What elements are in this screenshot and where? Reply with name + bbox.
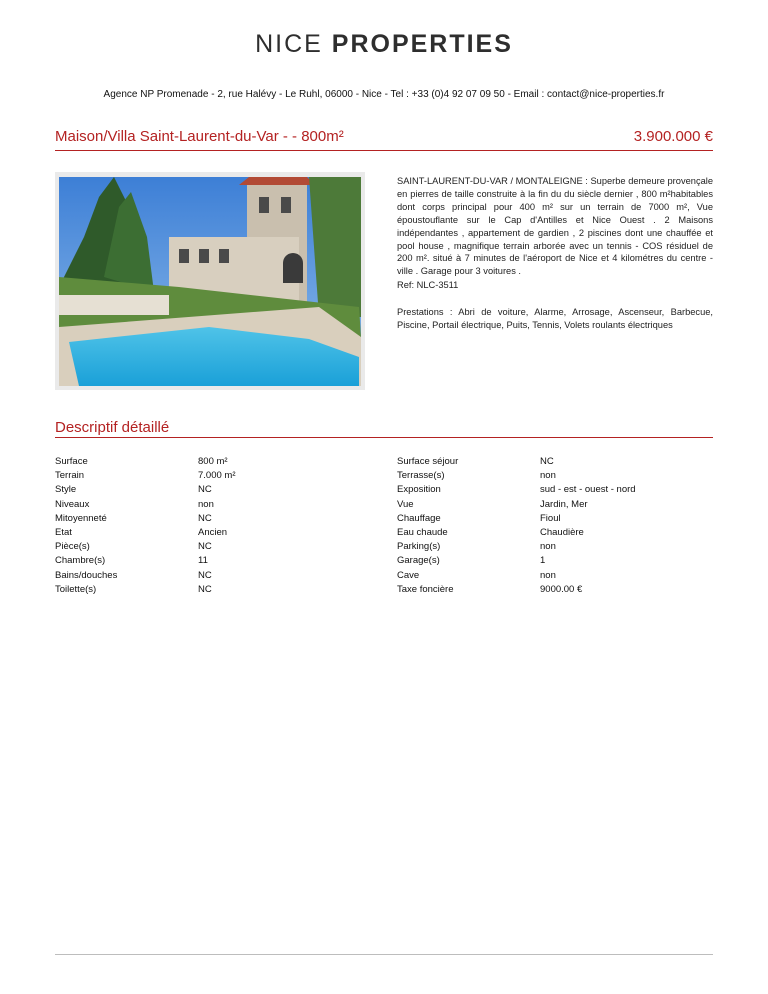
detail-row [397,526,713,540]
details-left-column [55,455,355,597]
detail-label: Terrain [55,470,85,482]
detail-label: Toilette(s) [55,583,97,595]
detail-label: Parking(s) [397,541,441,553]
detail-row [397,483,713,497]
detail-label: Style [55,484,77,496]
detail-row [55,526,355,540]
detail-label: Bains/douches [55,569,118,581]
footer-divider [55,954,713,955]
detail-value: non [540,470,556,482]
detail-row [55,569,355,583]
detail-label: Cave [397,569,420,581]
detail-value: Fioul [540,512,561,524]
detail-row [55,455,355,469]
detail-value: sud - est - ouest - nord [540,484,636,496]
detail-row [397,455,713,469]
detail-value: NC [198,569,212,581]
listing-prestations: Prestations : Abri de voiture, Alarme, Arrosage, Ascenseur, Barbecue, Piscine, Portail électrique, Puits, Tennis, Volets roulants électriques [397,307,713,330]
detail-label: Surface séjour [397,456,459,467]
detail-value: non [540,541,556,553]
detail-value: NC [198,484,212,496]
detail-label: Eau chaude [397,526,448,538]
detail-row [55,540,355,554]
detail-row [397,498,713,512]
detail-label: Chambre(s) [55,555,106,567]
detail-value: non [198,498,214,510]
detail-label: Exposition [397,484,441,496]
detail-row [55,498,355,512]
detail-value: 11 [198,555,208,567]
listing-reference: Ref: NLC-3511 [397,280,459,290]
detail-label: Vue [397,498,414,510]
detail-value: NC [198,541,212,553]
detail-row [397,583,713,597]
detail-value: NC [198,583,212,595]
detail-row [397,554,713,568]
detail-label: Terrasse(s) [397,470,445,482]
listing-price: 3.900.000 € [633,128,713,145]
detail-row [55,554,355,568]
detail-value: Chaudière [540,526,584,538]
detail-label: Etat [55,526,72,538]
detail-value: 1 [540,555,546,567]
detail-row [55,512,355,526]
agency-contact-line: Agence NP Promenade - 2, rue Halévy - Le Ruhl, 06000 - Nice - Tel : +33 (0)4 92 07 09 50 - Email : contact@nice-properties.fr [103,89,665,100]
details-section-title: Descriptif détaillé [55,419,170,436]
detail-value: NC [198,512,212,524]
listing-description: SAINT-LAURENT-DU-VAR / MONTALEIGNE : Superbe demeure provençale en pierres de taille construite à la fin du du siècle dernier , 800 m²habitables dont corps principal pour 400 m² sur un terrain de 7000 m², Vue époustouflante sur le Cap d'Antilles et Nice Ouest . 2 Maisons indépendantes , appartement de gardien , 2 piscines dont une chauffée et pool house , magnifique terrain arborée avec un tennis - COS résiduel de 200 m². situé à 7 minutes de l'aéroport de Nice et 4 kilométres du centre -ville . Garage pour 3 voitures . [397,176,713,277]
detail-row [55,469,355,483]
logo [0,30,768,59]
logo-part2: PROPERTIES [331,30,513,58]
detail-label: Garage(s) [397,555,440,567]
detail-row [397,540,713,554]
detail-row [397,512,713,526]
detail-value: Ancien [198,526,228,538]
listing-title: Maison/Villa Saint-Laurent-du-Var - - 800m² [55,128,344,145]
detail-value: 800 m² [198,456,228,467]
detail-label: Chauffage [397,512,441,524]
details-section-header [55,419,713,438]
detail-value: Jardin, Mer [540,498,588,510]
detail-label: Pièce(s) [55,541,90,553]
property-photo [55,172,365,390]
detail-label: Niveaux [55,498,90,510]
detail-value: NC [540,456,554,467]
listing-header [55,128,713,151]
detail-label: Surface [55,456,88,467]
detail-value: non [540,569,556,581]
logo-part1: NICE [255,30,332,58]
details-right-column [397,455,713,597]
detail-row [397,469,713,483]
detail-label: Taxe foncière [397,583,454,595]
detail-row [397,569,713,583]
detail-row [55,483,355,497]
detail-value: 9000.00 € [540,583,583,595]
detail-row [55,583,355,597]
detail-value: 7.000 m² [198,470,236,482]
detail-label: Mitoyenneté [55,512,107,524]
